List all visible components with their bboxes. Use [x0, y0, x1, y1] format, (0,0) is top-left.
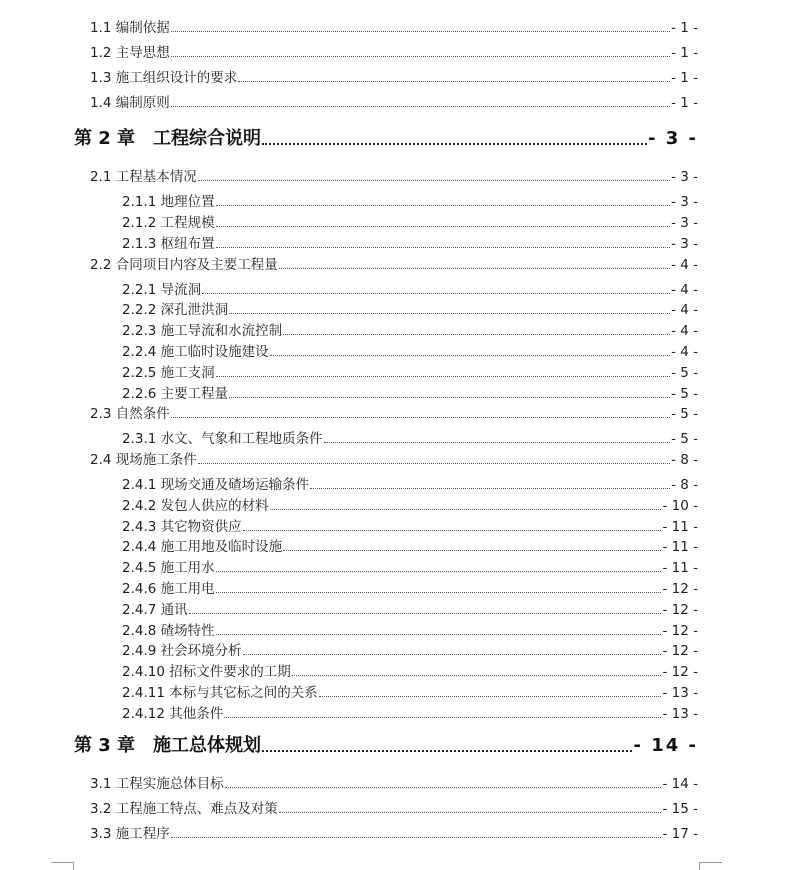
- toc-entry-label: 2.2 合同项目内容及主要工程量: [90, 257, 278, 273]
- toc-page-number: - 14 -: [633, 735, 698, 756]
- toc-entry-label: 2.4.3 其它物资供应: [122, 519, 242, 535]
- toc-entry[interactable]: [90, 16, 698, 36]
- toc-entry[interactable]: [122, 427, 698, 447]
- toc-page-number: - 4 -: [671, 323, 698, 339]
- dot-leader: [283, 549, 661, 551]
- toc-entry-label: 2.2.1 导流洞: [122, 282, 202, 298]
- toc-entry[interactable]: [122, 190, 698, 210]
- toc-entry-label: 2.2.3 施工导流和水流控制: [122, 323, 283, 339]
- toc-entry-label: 2.4.11 本标与其它标之间的关系: [122, 685, 318, 701]
- toc-entry[interactable]: [90, 772, 698, 792]
- toc-entry-label: 3.2 工程施工特点、难点及对策: [90, 801, 278, 817]
- dot-leader: [229, 312, 670, 314]
- toc-page-number: - 4 -: [671, 344, 698, 360]
- toc-entry-label: 2.1.3 枢纽布置: [122, 236, 215, 252]
- toc-entry-label: 2.1 工程基本情况: [90, 169, 197, 185]
- toc-entry[interactable]: [122, 515, 698, 535]
- dot-leader: [171, 416, 670, 418]
- toc-entry-label: 2.4 现场施工条件: [90, 452, 197, 468]
- dot-leader: [270, 508, 662, 510]
- dot-leader: [216, 591, 662, 593]
- toc-entry[interactable]: [90, 448, 698, 468]
- dot-leader: [270, 354, 670, 356]
- toc-entry-label: 3.3 施工程序: [90, 826, 170, 842]
- toc-entry-label: 2.2.2 深孔泄洪洞: [122, 302, 229, 318]
- toc-page-number: - 14 -: [662, 776, 698, 792]
- toc-entry[interactable]: [90, 165, 698, 185]
- toc-page-number: - 4 -: [671, 282, 698, 298]
- toc-entry-label: 3.1 工程实施总体目标: [90, 776, 224, 792]
- toc-entry[interactable]: [122, 598, 698, 618]
- toc-chapter-label: 第 3 章 施工总体规划: [74, 735, 262, 756]
- toc-page-number: - 3 -: [671, 236, 698, 252]
- dot-leader: [238, 80, 670, 82]
- toc-entry-label: 2.4.4 施工用地及临时设施: [122, 539, 283, 555]
- toc-entry-label: 2.1.1 地理位置: [122, 194, 215, 210]
- dot-leader: [243, 653, 662, 655]
- toc-page-number: - 1 -: [671, 70, 698, 86]
- toc-entry-label: 2.4.6 施工用电: [122, 581, 215, 597]
- toc-page-number: - 5 -: [671, 406, 698, 422]
- dot-leader: [198, 179, 670, 181]
- toc-page-number: - 4 -: [671, 257, 698, 273]
- toc-entry[interactable]: [122, 660, 698, 680]
- toc-page-number: - 4 -: [671, 302, 698, 318]
- toc-entry[interactable]: [90, 66, 698, 86]
- toc-entry[interactable]: [122, 619, 698, 639]
- dot-leader: [216, 246, 670, 248]
- dot-leader: [292, 674, 662, 676]
- toc-entry-label: 2.1.2 工程规模: [122, 215, 215, 231]
- toc-entry[interactable]: [122, 298, 698, 318]
- dot-leader: [262, 749, 632, 752]
- toc-chapter-entry[interactable]: [74, 731, 698, 757]
- toc-page-number: - 13 -: [662, 706, 698, 722]
- toc-page-number: - 3 -: [671, 169, 698, 185]
- dot-leader: [216, 570, 662, 572]
- toc-entry[interactable]: [122, 702, 698, 722]
- toc-entry[interactable]: [122, 382, 698, 402]
- dot-leader: [189, 612, 662, 614]
- toc-entry[interactable]: [122, 319, 698, 339]
- toc-page-number: - 13 -: [662, 685, 698, 701]
- dot-leader: [171, 30, 670, 32]
- toc-entry[interactable]: [122, 473, 698, 493]
- dot-leader: [171, 105, 670, 107]
- toc-page-number: - 3 -: [671, 194, 698, 210]
- toc-entry[interactable]: [90, 41, 698, 61]
- toc-page-number: - 12 -: [662, 623, 698, 639]
- toc-entry-label: 2.4.1 现场交通及碴场运输条件: [122, 477, 310, 493]
- toc-page-number: - 5 -: [671, 431, 698, 447]
- toc-entry[interactable]: [122, 211, 698, 231]
- dot-leader: [279, 267, 670, 269]
- dot-leader: [229, 396, 670, 398]
- toc-page-number: - 11 -: [662, 519, 698, 535]
- toc-entry[interactable]: [90, 91, 698, 111]
- toc-chapter-label: 第 2 章 工程综合说明: [74, 128, 262, 149]
- dot-leader: [202, 292, 670, 294]
- toc-entry-label: 2.4.2 发包人供应的材料: [122, 498, 269, 514]
- dot-leader: [198, 462, 670, 464]
- toc-entry-label: 1.2 主导思想: [90, 45, 170, 61]
- toc-entry-label: 2.3.1 水文、气象和工程地质条件: [122, 431, 323, 447]
- toc-entry[interactable]: [90, 797, 698, 817]
- toc-entry[interactable]: [122, 340, 698, 360]
- toc-entry-label: 2.4.8 碴场特性: [122, 623, 215, 639]
- toc-entry-label: 2.4.12 其他条件: [122, 706, 224, 722]
- toc-entry[interactable]: [122, 232, 698, 252]
- toc-entry-label: 2.2.4 施工临时设施建设: [122, 344, 269, 360]
- toc-entry[interactable]: [122, 556, 698, 576]
- toc-page-number: - 17 -: [662, 826, 698, 842]
- toc-page-number: - 11 -: [662, 560, 698, 576]
- dot-leader: [283, 333, 670, 335]
- toc-entry-label: 2.2.6 主要工程量: [122, 386, 229, 402]
- toc-page-number: - 1 -: [671, 95, 698, 111]
- toc-page-number: - 11 -: [662, 539, 698, 555]
- toc-page-number: - 10 -: [662, 498, 698, 514]
- dot-leader: [262, 142, 647, 145]
- dot-leader: [225, 786, 662, 788]
- toc-page-number: - 5 -: [671, 365, 698, 381]
- dot-leader: [279, 811, 662, 813]
- toc-entry-label: 1.3 施工组织设计的要求: [90, 70, 238, 86]
- toc-entry-label: 2.4.10 招标文件要求的工期: [122, 664, 291, 680]
- dot-leader: [324, 441, 670, 443]
- toc-entry[interactable]: [122, 361, 698, 381]
- toc-page-number: - 12 -: [662, 602, 698, 618]
- toc-page-number: - 12 -: [662, 643, 698, 659]
- toc-entry[interactable]: [122, 681, 698, 701]
- toc-page-number: - 8 -: [671, 477, 698, 493]
- toc-page-number: - 1 -: [671, 45, 698, 61]
- dot-leader: [224, 716, 661, 718]
- toc-entry-label: 2.4.7 通讯: [122, 602, 188, 618]
- dot-leader: [216, 204, 670, 206]
- toc-entry-label: 2.2.5 施工支洞: [122, 365, 215, 381]
- dot-leader: [216, 375, 670, 377]
- dot-leader: [310, 487, 670, 489]
- toc-entry[interactable]: [122, 577, 698, 597]
- toc-page-number: - 1 -: [671, 20, 698, 36]
- toc-page-number: - 12 -: [662, 664, 698, 680]
- dot-leader: [319, 695, 662, 697]
- toc-entry[interactable]: [122, 278, 698, 298]
- toc-entry[interactable]: [122, 535, 698, 555]
- toc-entry[interactable]: [90, 253, 698, 273]
- toc-entry-label: 1.1 编制依据: [90, 20, 170, 36]
- dot-leader: [171, 55, 670, 57]
- toc-entry-label: 2.3 自然条件: [90, 406, 170, 422]
- toc-entry-label: 1.4 编制原则: [90, 95, 170, 111]
- toc-page-number: - 15 -: [662, 801, 698, 817]
- dot-leader: [216, 225, 670, 227]
- toc-entry[interactable]: [90, 402, 698, 422]
- toc-entry-label: 2.4.5 施工用水: [122, 560, 215, 576]
- dot-leader: [216, 633, 662, 635]
- dot-leader: [243, 529, 662, 531]
- toc-entry-label: 2.4.9 社会环境分析: [122, 643, 242, 659]
- toc-page-number: - 5 -: [671, 386, 698, 402]
- toc-entry[interactable]: [90, 822, 698, 842]
- toc-chapter-entry[interactable]: [74, 124, 698, 150]
- toc-page-number: - 3 -: [671, 215, 698, 231]
- dot-leader: [171, 836, 662, 838]
- toc-entry[interactable]: [122, 639, 698, 659]
- toc-entry[interactable]: [122, 494, 698, 514]
- toc-page-number: - 3 -: [648, 128, 698, 149]
- toc-page-number: - 8 -: [671, 452, 698, 468]
- toc-page-number: - 12 -: [662, 581, 698, 597]
